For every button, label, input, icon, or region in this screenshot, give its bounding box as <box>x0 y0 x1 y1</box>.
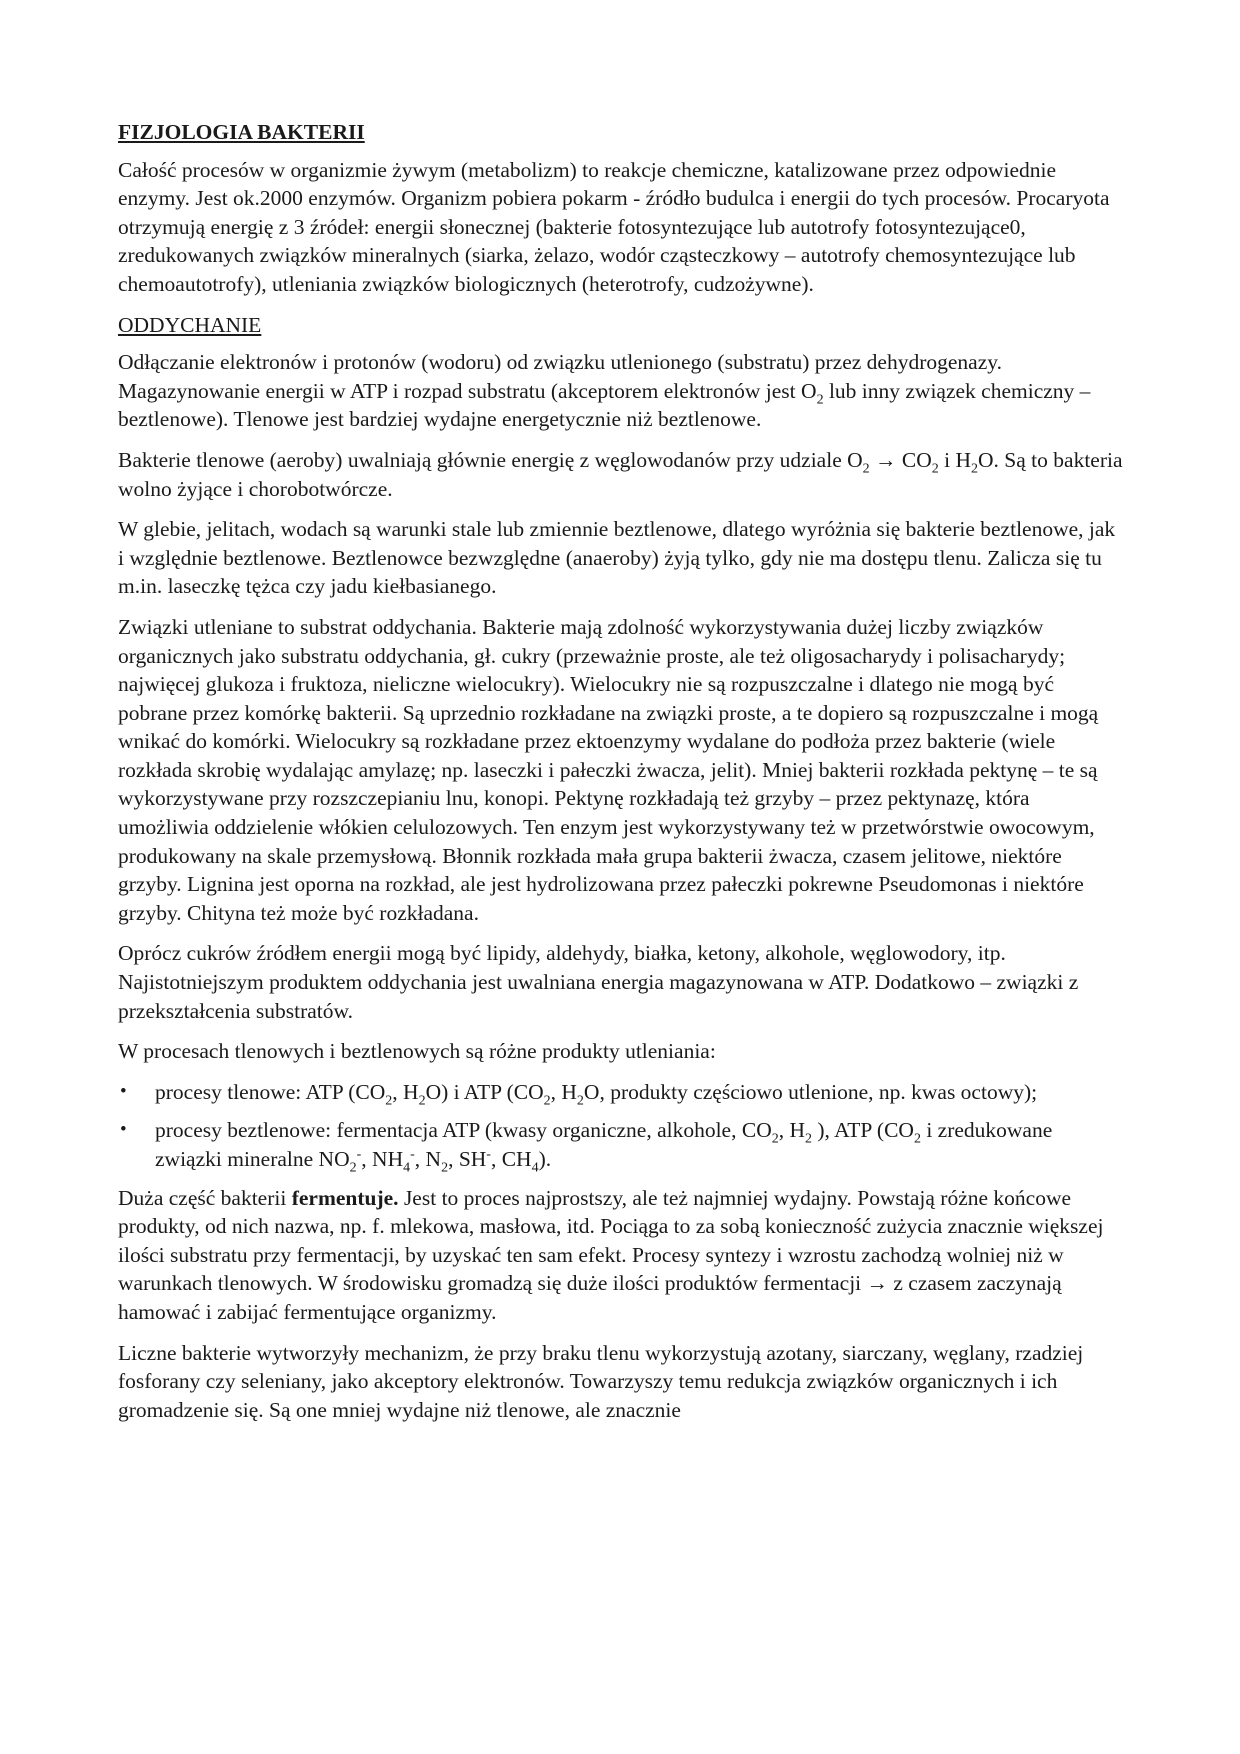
paragraph-oxidation-products: W procesach tlenowych i beztlenowych są różne produkty utleniania: <box>118 1039 716 1064</box>
section-heading-oddychanie: ODDYCHANIE <box>118 312 262 337</box>
list-item-aerobic: • procesy tlenowe: ATP ($CO_2$, $H_2O$) i ATP ($CO_2$, $H_2O$, produkty częściowo utlenione, np. kwas octowy); <box>120 1079 1038 1109</box>
paragraph-anaerobes: W glebie, jelitach, wodach są warunki stale lub zmiennie beztlenowe, dlatego wyróżnia się bakterie beztlenowe, jak i względnie beztlenowe. Beztlenowce bezwzględne (anaeroby) żyją tylko, gdy nie ma dostępu tlenu. Zalicza się tu m.in. laseczkę tężca czy jadu kiełbasianego. <box>118 517 1116 599</box>
document-body <box>118 118 1123 1436</box>
bullet-icon: • <box>120 1119 127 1141</box>
paragraph-fermentation: Duża część bakterii fermentuje. Jest to proces najprostszy, ale też najmniej wydajny. Powstają różne końcowe produkty, od nich nazwa, np. f. mlekowa, masłowa, itd. Pociąga to za sobą konieczność zużycia znacznie większej ilości substratu przy fermentacji, by uzyskać ten sam efekt. Procesy syntezy i wzrostu zachodzą wolniej niż w warunkach tlenowych. W środowisku gromadzą się duże ilości produktów fermentacji → z czasem zaczynają hamować i zabijać fermentujące organizmy. <box>118 1185 1104 1324</box>
document-title: FIZJOLOGIA BAKTERII <box>118 120 365 144</box>
paragraph-energy-sources: Oprócz cukrów źródłem energii mogą być lipidy, aldehydy, białka, ketony, alkohole, węglowodory, itp. Najistotniejszym produktem oddychania jest uwalniana energia magazynowana w ATP. Dodatkowo – związki z przekształcenia substratów. <box>118 941 1079 1023</box>
paragraph-dehydrogenation: Odłączanie elektronów i protonów (wodoru) od związku utlenionego (substratu) przez dehydrogenazy. Magazynowanie energii w ATP i rozpad substratu (akceptorem elektronów jest $O_2$ lub inny związek chemiczny – beztlenowe). Tlenowe jest bardziej wydajne energetycznie niż beztlenowe. <box>118 350 1091 432</box>
paragraph-substrates: Związki utleniane to substrat oddychania. Bakterie mają zdolność wykorzystywania dużej liczby związków organicznych jako substratu oddychania, gł. cukry (przeważnie proste, ale też oligosacharydy i polisacharydy; najwięcej glukoza i fruktoza, nieliczne wielocukry). Wielocukry nie są rozpuszczalne i dlatego nie mogą być pobrane przez komórkę bakterii. Są uprzednio rozkładane na związki proste, a te dopiero są rozpuszczalne i mogą wnikać do komórki. Wielocukry są rozkładane przez ektoenzymy wydalane do podłoża przez bakterie (wiele rozkłada skrobię wydalając amylazę; np. laseczki i pałeczki żwacza, jelit). Mniej bakterii rozkłada pektynę – te są wykorzystywane przy rozszczepianiu lnu, konopi. Pektynę rozkładają też grzyby – przez pektynazę, która umożliwia oddzielenie włókien celulozowych. Ten enzym jest wykorzystywany też w przetwórstwie owocowym, produkowany na skale przemysłową. Błonnik rozkłada mała grupa bakterii żwacza, czasem jelitowe, niektóre grzyby. Lignina jest oporna na rozkład, ale jest hydrolizowana przez pałeczki pokrewne Pseudomonas i niektóre grzyby. Chityna też może być rozkładana. <box>118 614 1099 925</box>
paragraph-anaerobic-respiration: Liczne bakterie wytworzyły mechanizm, że przy braku tlenu wykorzystują azotany, siarczany, węglany, rzadziej fosforany czy seleniany, jako akceptory elektronów. Towarzyszy temu redukcja związków organicznych i ich gromadzenie się. Są one mniej wydajne niż tlenowe, ale znacznie <box>118 1340 1084 1422</box>
bullet-icon: • <box>120 1080 127 1102</box>
bold-term: fermentuje. <box>291 1185 399 1210</box>
intro-paragraph: Całość procesów w organizmie żywym (metabolizm) to reakcje chemiczne, katalizowane przez odpowiednie enzymy. Jest ok.2000 enzymów. Organizm pobiera pokarm - źródło budulca i energii do tych procesów. Procaryota otrzymują energię z 3 źródeł: energii słonecznej (bakterie fotosyntezujące lub autotrofy fotosyntezujące0, zredukowanych związków mineralnych (siarka, żelazo, wodór cząsteczkowy – autotrofy chemosyntezujące lub chemoautotrofy), utleniania związków biologicznych (heterotrofy, cudzożywne). <box>118 157 1110 296</box>
products-list <box>118 1078 1123 1174</box>
list-item-anaerobic: • procesy beztlenowe: fermentacja ATP (kwasy organiczne, alkohole, $CO_2$, $H_2$ ), ATP ($CO_2$ i zredukowane związki mineralne $NO_2^-$, $NH_4^-$, $N_2$, SH-, $CH_4$). <box>120 1118 1053 1176</box>
paragraph-aerobes: Bakterie tlenowe (aeroby) uwalniają głównie energię z węglowodanów przy udziale $O_2 \to CO_2$ i $H_2O$. Są to bakteria wolno żyjące i chorobotwórcze. <box>118 447 1123 501</box>
